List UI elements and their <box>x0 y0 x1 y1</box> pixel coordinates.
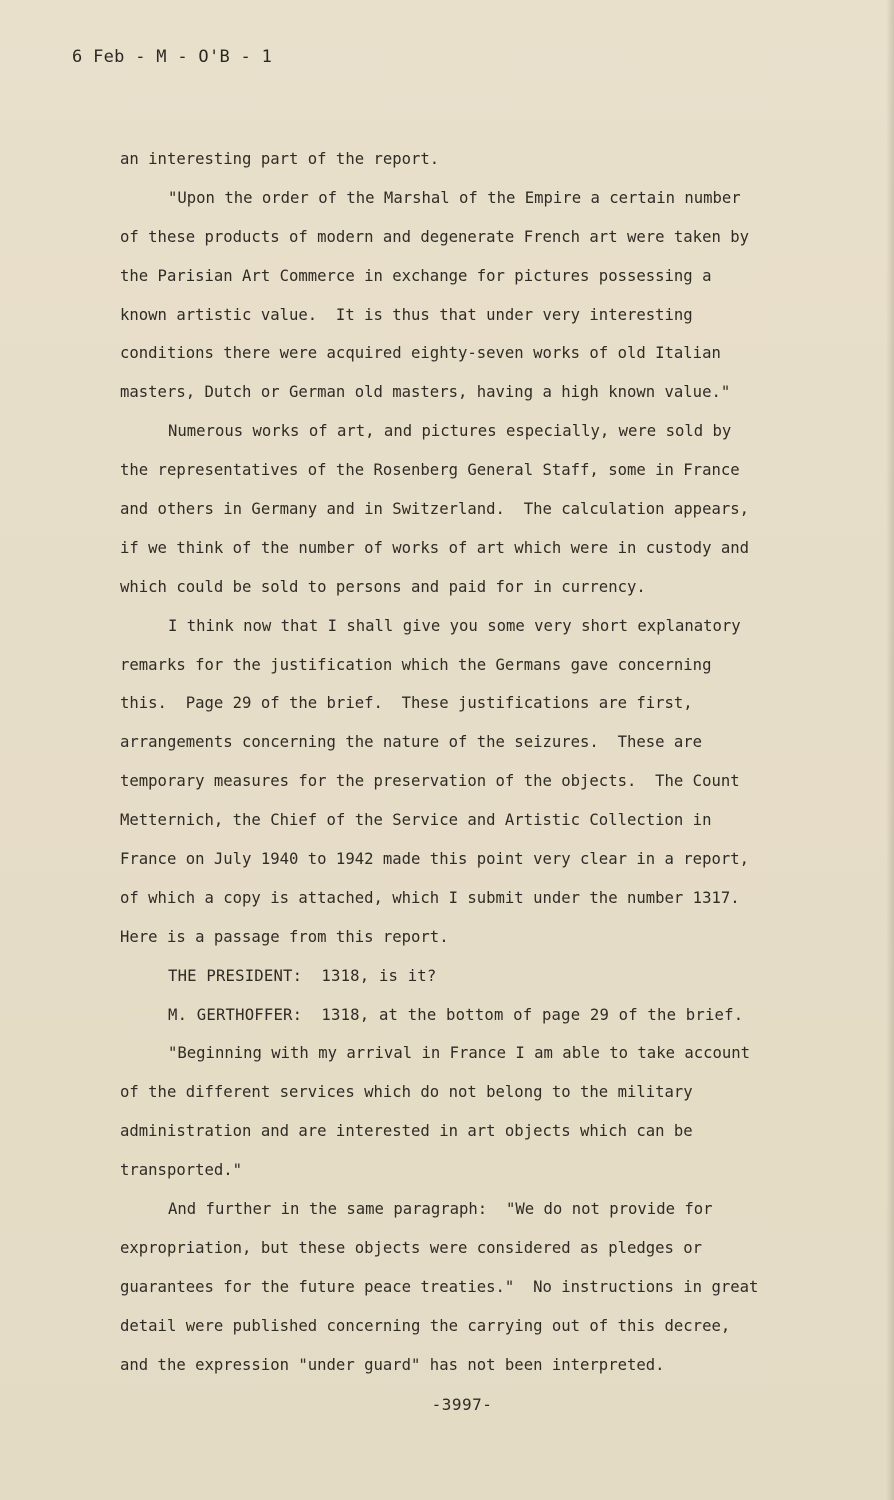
transcript-body <box>120 140 820 1385</box>
text-line: of these products of modern and degenerate French art were taken by <box>120 227 750 246</box>
text-line: and the expression "under guard" has not been interpreted. <box>120 1355 665 1374</box>
text-line: Metternich, the Chief of the Service and Artistic Collection in <box>120 811 712 830</box>
text-line: temporary measures for the preservation of the objects. The Count <box>120 772 740 791</box>
text-line: an interesting part of the report. <box>120 150 440 168</box>
text-line: which could be sold to persons and paid for in currency. <box>120 577 646 596</box>
text-line: expropriation, but these objects were considered as pledges or <box>120 1238 703 1257</box>
text-line: I think now that I shall give you some very short explanatory <box>168 616 741 635</box>
text-line: remarks for the justification which the Germans gave concerning <box>120 655 712 674</box>
text-line: transported." <box>120 1161 243 1180</box>
text-line: masters, Dutch or German old masters, having a high known value." <box>120 383 731 402</box>
text-line: administration and are interested in art objects which can be <box>120 1122 693 1141</box>
text-line: France on July 1940 to 1942 made this point very clear in a report, <box>120 850 750 869</box>
page-number: -3997- <box>431 1395 493 1414</box>
text-line: of which a copy is attached, which I submit under the number 1317. <box>120 888 740 907</box>
text-line: Numerous works of art, and pictures especially, were sold by <box>168 422 732 441</box>
text-line: known artistic value. It is thus that under very interesting <box>120 305 693 324</box>
text-line: this. Page 29 of the brief. These justifications are first, <box>120 694 693 713</box>
transcript-header: 6 Feb - M - O'B - 1 <box>72 47 273 67</box>
speaker-line-gerthoffer: M. GERTHOFFER: 1318, at the bottom of page 29 of the brief. <box>168 1005 744 1024</box>
text-line: "Upon the order of the Marshal of the Empire a certain number <box>168 188 741 207</box>
text-line: conditions there were acquired eighty-seven works of old Italian <box>120 344 721 363</box>
text-line: and others in Germany and in Switzerland. The calculation appears, <box>120 500 750 519</box>
text-line: the Parisian Art Commerce in exchange for pictures possessing a <box>120 266 712 285</box>
speaker-line-president: THE PRESIDENT: 1318, is it? <box>168 966 437 985</box>
text-line: detail were published concerning the carrying out of this decree, <box>120 1316 731 1335</box>
text-line: arrangements concerning the nature of the seizures. These are <box>120 733 703 752</box>
text-line: the representatives of the Rosenberg General Staff, some in France <box>120 461 740 480</box>
text-line: Here is a passage from this report. <box>120 927 449 946</box>
text-line: guarantees for the future peace treaties." No instructions in great <box>120 1277 759 1296</box>
text-line: "Beginning with my arrival in France I am able to take account <box>168 1044 751 1063</box>
text-line: if we think of the number of works of art which were in custody and <box>120 538 750 557</box>
text-line: of the different services which do not belong to the military <box>120 1083 693 1102</box>
text-line: And further in the same paragraph: "We do not provide for <box>168 1200 713 1219</box>
